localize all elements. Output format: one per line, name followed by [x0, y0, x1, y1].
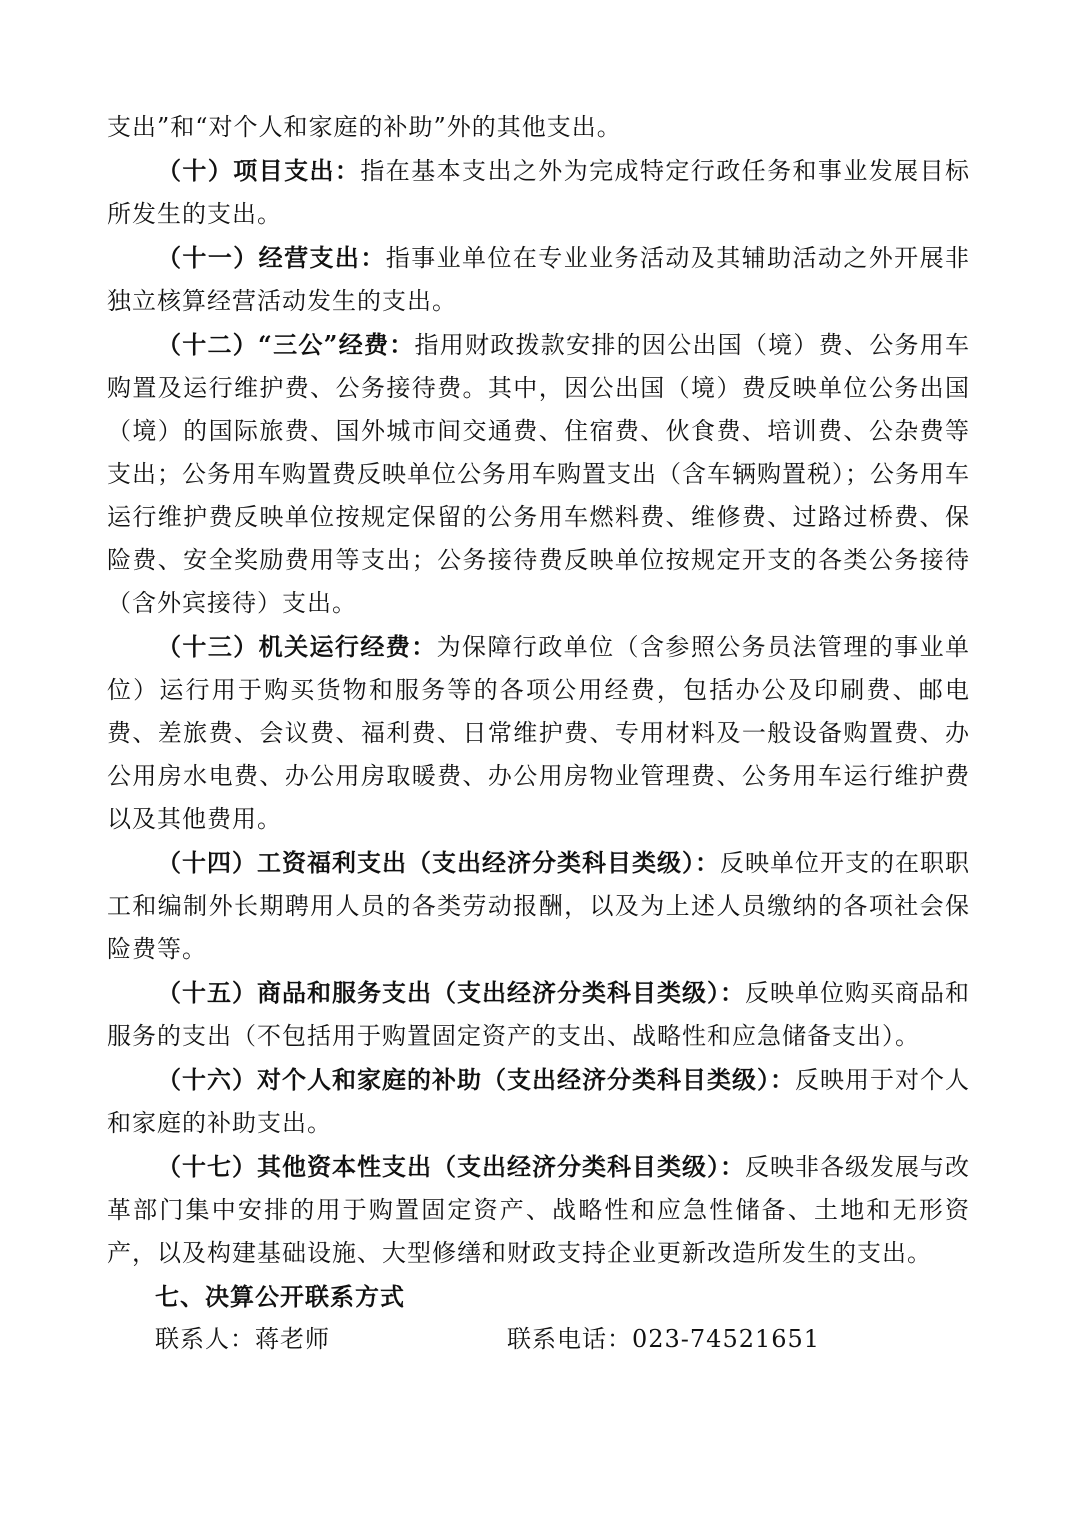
- contact-line: [107, 1318, 970, 1361]
- definition-term: （十一）经营支出：: [157, 243, 386, 272]
- definition-term: （十）项目支出：: [157, 156, 361, 185]
- section-heading: 七、决算公开联系方式: [155, 1282, 405, 1311]
- contact-person: 联系人：蒋老师: [155, 1325, 330, 1353]
- definition-paragraph: [107, 323, 970, 625]
- contact-phone: 联系电话：023-74521651: [507, 1325, 821, 1353]
- definition-term: （十二）“三公”经费：: [157, 330, 415, 359]
- definition-paragraph: [107, 625, 970, 841]
- definition-paragraph: [107, 106, 970, 149]
- definition-body: 反映单位开支的在职职工和编制外长期聘用人员的各类劳动报酬，以及为上述人员缴纳的各项社会保险费等。: [107, 849, 970, 963]
- definition-paragraph: [107, 1058, 970, 1145]
- definition-body: 为保障行政单位（含参照公务员法管理的事业单位）运行用于购买货物和服务等的各项公用经费，包括办公及印刷费、邮电费、差旅费、会议费、福利费、日常维护费、专用材料及一般设备购置费、办公用房水电费、办公用房取暖费、办公用房物业管理费、公务用车运行维护费以及其他费用。: [107, 633, 971, 833]
- definition-body: 支出”和“对个人和家庭的补助”外的其他支出。: [107, 113, 622, 141]
- body-paragraphs: [107, 106, 970, 1275]
- definition-term: （十四）工资福利支出（支出经济分类科目类级）：: [157, 848, 720, 877]
- definition-body: 反映单位购买商品和服务的支出（不包括用于购置固定资产的支出、战略性和应急储备支出）。: [107, 979, 970, 1050]
- definition-paragraph: [107, 971, 970, 1058]
- definition-paragraph: [107, 1145, 970, 1275]
- definition-body: 指在基本支出之外为完成特定行政任务和事业发展目标所发生的支出。: [107, 157, 971, 228]
- definition-term: （十七）其他资本性支出（支出经济分类科目类级）：: [157, 1152, 745, 1181]
- definition-paragraph: [107, 236, 970, 323]
- definition-body: 反映非各级发展与改革部门集中安排的用于购置固定资产、战略性和应急性储备、土地和无形资产，以及构建基础设施、大型修缮和财政支持企业更新改造所发生的支出。: [107, 1153, 970, 1267]
- definition-body: 指用财政拨款安排的因公出国（境）费、公务用车购置及运行维护费、公务接待费。其中，因公出国（境）费反映单位公务出国（境）的国际旅费、国外城市间交通费、住宿费、伙食费、培训费、公杂费等支出；公务用车购置费反映单位公务用车购置支出（含车辆购置税）；公务用车运行维护费反映单位按规定保留的公务用车燃料费、维修费、过路过桥费、保险费、安全奖励费用等支出；公务接待费反映单位按规定开支的各类公务接待（含外宾接待）支出。: [107, 331, 971, 617]
- definition-term: （十五）商品和服务支出（支出经济分类科目类级）：: [157, 978, 745, 1007]
- definition-body: 反映用于对个人和家庭的补助支出。: [107, 1066, 970, 1137]
- definition-term: （十三）机关运行经费：: [157, 632, 437, 661]
- definition-term: （十六）对个人和家庭的补助（支出经济分类科目类级）：: [157, 1065, 795, 1094]
- definition-paragraph: [107, 149, 970, 236]
- definition-body: 指事业单位在专业业务活动及其辅助活动之外开展非独立核算经营活动发生的支出。: [107, 244, 971, 315]
- definition-paragraph: [107, 841, 970, 971]
